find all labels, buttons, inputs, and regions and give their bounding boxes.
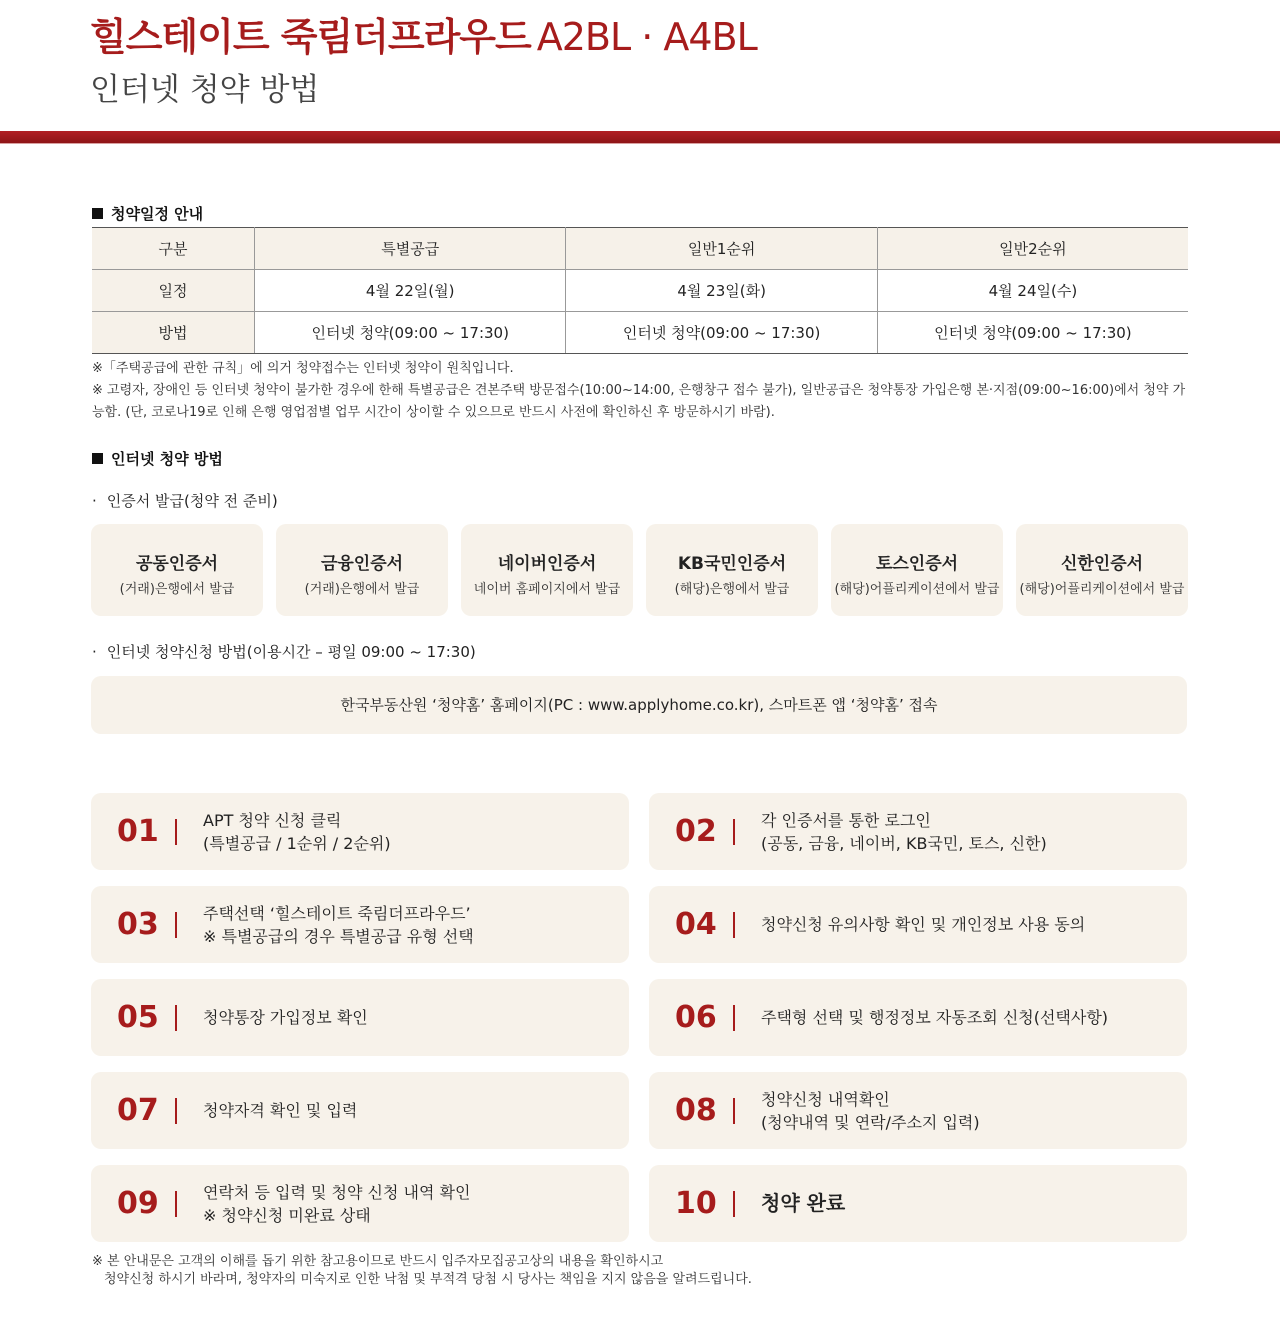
step-text: [203, 979, 368, 1056]
step-line2: ※ 청약신청 미완료 상태: [203, 1205, 371, 1225]
table-cell: 인터넷 청약(09:00 ~ 17:30): [877, 312, 1188, 354]
cert-desc: 네이버 홈페이지에서 발급: [473, 582, 621, 597]
cert-desc: (거래)은행에서 발급: [119, 582, 235, 597]
step-line1: 각 인증서를 통한 로그인: [761, 810, 931, 830]
footer-line: 청약신청 하시기 바라며, 청약자의 미숙지로 인한 낙첨 및 부적격 당첨 시 당사는 책임을 지지 않음을 알려드립니다.: [104, 1272, 752, 1287]
step-line1: APT 청약 신청 클릭: [203, 810, 342, 830]
title-code: A2BL · A4BL: [536, 15, 757, 59]
step-divider: [733, 1191, 735, 1217]
cert-heading: [92, 490, 278, 511]
cert-desc: (거래)은행에서 발급: [304, 582, 420, 597]
cert-name: 네이버인증서: [497, 554, 597, 574]
step-number: 09: [117, 1186, 159, 1221]
step-number: 04: [675, 907, 717, 942]
step-card: [91, 1165, 629, 1242]
cert-name: KB국민인증서: [677, 554, 787, 574]
table-cell: 4월 23일(화): [566, 270, 877, 312]
schedule-table: [92, 227, 1188, 354]
table-cell: 인터넷 청약(09:00 ~ 17:30): [255, 312, 566, 354]
page-title: [90, 6, 757, 61]
step-line1: 청약신청 내역확인: [761, 1089, 890, 1109]
step-card: [91, 979, 629, 1056]
step-line1: 청약자격 확인 및 입력: [203, 1101, 358, 1120]
footer-line: ※ 본 안내문은 고객의 이해를 돕기 위한 참고용이므로 반드시 입주자모집공고상의 내용을 확인하시고: [92, 1254, 664, 1269]
cert-name: 공동인증서: [135, 554, 219, 574]
cert-desc: (해당)어플리케이션에서 발급: [1019, 582, 1185, 597]
square-bullet-icon: [92, 453, 103, 464]
step-line1: 청약 완료: [761, 1191, 846, 1215]
note-line: ※ 고령자, 장애인 등 인터넷 청약이 불가한 경우에 한해 특별공급은 견본주택 방문접수(10:00~14:00, 은행창구 접수 불가), 일반공급은 청약통장 가입은행 본·지점(09:00~16:00)에서 청약 가능함. (단, 코로나19로 인해 은행 영업점별 업무 시간이 상이할 수 있으므로 반드시 사전에 확인하신 후 방문하시기 바람).: [92, 383, 1186, 420]
table-row: [92, 312, 1188, 354]
header-divider: [0, 131, 1280, 143]
step-divider: [733, 819, 735, 845]
step-card: [649, 1072, 1187, 1149]
step-divider: [175, 912, 177, 938]
schedule-heading: [92, 203, 203, 224]
cert-heading-text: 인증서 발급(청약 전 준비): [106, 492, 278, 510]
step-text: [203, 1165, 470, 1242]
step-line1: 청약신청 유의사항 확인 및 개인정보 사용 동의: [761, 915, 1086, 934]
schedule-heading-text: 청약일정 안내: [111, 205, 204, 223]
step-text: [761, 886, 1085, 963]
step-text: [761, 1165, 845, 1242]
step-card: [91, 886, 629, 963]
page-subtitle: 인터넷 청약 방법: [90, 72, 320, 108]
title-name: 힐스테이트 죽림더프라우드: [90, 15, 531, 59]
table-cell: 인터넷 청약(09:00 ~ 17:30): [566, 312, 877, 354]
table-cell: 4월 24일(수): [877, 270, 1188, 312]
step-text: [761, 793, 1047, 870]
row-header: 일정: [92, 270, 255, 312]
step-line1: 주택형 선택 및 행정정보 자동조회 신청(선택사항): [761, 1008, 1109, 1027]
access-info-box: 한국부동산원 ‘청약홈’ 홈페이지(PC : www.applyhome.co.kr), 스마트폰 앱 ‘청약홈’ 접속: [91, 676, 1187, 734]
dot-bullet-icon: ·: [92, 492, 97, 510]
cert-name: 토스인증서: [875, 554, 959, 574]
step-card: [649, 793, 1187, 870]
step-card: [91, 1072, 629, 1149]
apply-heading: [92, 641, 476, 662]
step-number: 07: [117, 1093, 159, 1128]
schedule-notes: [92, 358, 1192, 424]
cert-desc: (해당)은행에서 발급: [674, 582, 790, 597]
dot-bullet-icon: ·: [92, 643, 97, 661]
step-line1: 청약통장 가입정보 확인: [203, 1008, 368, 1027]
column-header: 구분: [92, 228, 255, 270]
step-divider: [175, 819, 177, 845]
step-line2: (공동, 금융, 네이버, KB국민, 토스, 신한): [761, 833, 1047, 853]
cert-card: [831, 524, 1003, 616]
step-text: [203, 793, 391, 870]
internet-heading-text: 인터넷 청약 방법: [111, 450, 223, 468]
step-line1: 연락처 등 입력 및 청약 신청 내역 확인: [203, 1182, 471, 1202]
step-text: [203, 886, 474, 963]
step-line2: (특별공급 / 1순위 / 2순위): [203, 833, 391, 853]
step-line1: 주택선택 ‘힐스테이트 죽림더프라우드’: [203, 903, 471, 923]
step-number: 02: [675, 814, 717, 849]
cert-card: [1016, 524, 1188, 616]
table-cell: 4월 22일(월): [255, 270, 566, 312]
schedule-header-row: [92, 228, 1188, 270]
step-number: 05: [117, 1000, 159, 1035]
step-divider: [733, 912, 735, 938]
footer-disclaimer: [92, 1253, 752, 1289]
cert-desc: (해당)어플리케이션에서 발급: [834, 582, 1000, 597]
step-number: 10: [675, 1186, 717, 1221]
step-line2: ※ 특별공급의 경우 특별공급 유형 선택: [203, 926, 474, 946]
cert-card: [646, 524, 818, 616]
column-header: 특별공급: [255, 228, 566, 270]
step-divider: [733, 1098, 735, 1124]
step-divider: [175, 1005, 177, 1031]
step-text: [761, 1072, 980, 1149]
step-divider: [175, 1191, 177, 1217]
column-header: 일반1순위: [566, 228, 877, 270]
cert-name: 신한인증서: [1060, 554, 1144, 574]
step-number: 08: [675, 1093, 717, 1128]
note-line: ※「주택공급에 관한 규칙」에 의거 청약접수는 인터넷 청약이 원칙입니다.: [92, 361, 514, 376]
cert-card: [461, 524, 633, 616]
row-header: 방법: [92, 312, 255, 354]
table-row: [92, 270, 1188, 312]
step-card: [91, 793, 629, 870]
step-text: [761, 979, 1108, 1056]
step-divider: [175, 1098, 177, 1124]
step-number: 06: [675, 1000, 717, 1035]
cert-card: [276, 524, 448, 616]
apply-heading-text: 인터넷 청약신청 방법(이용시간 – 평일 09:00 ~ 17:30): [106, 643, 476, 661]
step-number: 03: [117, 907, 159, 942]
internet-heading: [92, 448, 223, 469]
step-line2: (청약내역 및 연락/주소지 입력): [761, 1112, 980, 1132]
column-header: 일반2순위: [877, 228, 1188, 270]
step-number: 01: [117, 814, 159, 849]
step-text: [203, 1072, 357, 1149]
step-card: [649, 886, 1187, 963]
step-card: [649, 1165, 1187, 1242]
step-card: [649, 979, 1187, 1056]
step-divider: [733, 1005, 735, 1031]
cert-card: [91, 524, 263, 616]
cert-name: 금융인증서: [320, 554, 404, 574]
square-bullet-icon: [92, 208, 103, 219]
